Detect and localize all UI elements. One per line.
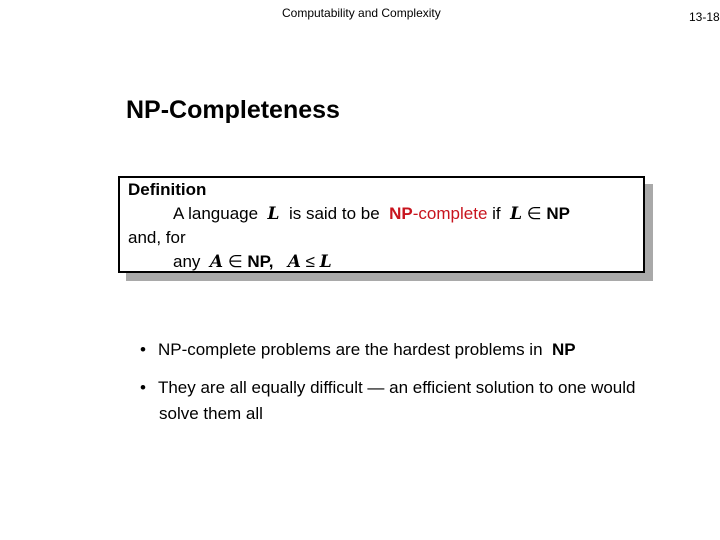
language-symbol: L [510, 204, 523, 224]
bullet-2-continuation: solve them all [159, 404, 263, 423]
bullet-dot: • [140, 378, 146, 397]
element-of-symbol: ∈ [526, 204, 542, 223]
bullet-dot: • [140, 340, 146, 359]
language-symbol: L [319, 252, 332, 272]
bullet-2-text: They are all equally difficult — an efficient solution to one would [157, 378, 636, 397]
header-title: Computability and Complexity [282, 6, 441, 20]
reduces-to-symbol: ≤ [305, 252, 315, 271]
definition-box [118, 176, 645, 273]
np-class: NP, [247, 252, 274, 271]
language-a-symbol: A [209, 252, 224, 272]
np-class: NP [546, 204, 570, 223]
definition-text: any [173, 252, 201, 271]
definition-heading: Definition [128, 180, 207, 199]
np-term: NP [389, 204, 413, 223]
definition-line-3 [173, 250, 332, 274]
bullet-1-text: NP-complete problems are the hardest problems in [157, 340, 543, 359]
language-symbol: L [267, 204, 280, 224]
complete-term: -complete [412, 204, 488, 223]
slide-title: NP-Completeness [126, 96, 340, 124]
bullet-1 [140, 337, 576, 363]
language-a-symbol: A [287, 252, 301, 272]
definition-text: A language [173, 204, 259, 223]
page-number: 13-18 [689, 10, 720, 24]
bullet-2 [140, 375, 636, 401]
definition-text: is said to be [288, 204, 380, 223]
definition-line-1 [173, 202, 570, 226]
np-class: NP [551, 340, 576, 359]
definition-text: if [492, 204, 501, 223]
element-of-symbol: ∈ [227, 252, 243, 271]
definition-line-2: and, for [128, 228, 186, 247]
